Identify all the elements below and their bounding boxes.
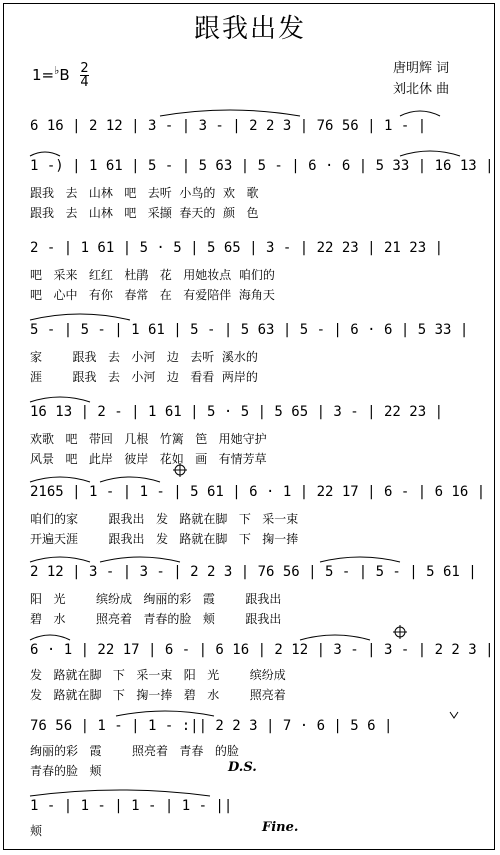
lyrics-verse-1: 发 路就在脚 下 采一束 阳 光 缤纷成 [30, 668, 286, 682]
breath-mark-icon [450, 712, 458, 718]
lyrics-verse-1: 颊 [30, 824, 43, 838]
lyrics-verse-2: 青春的脸 颊 [30, 764, 102, 778]
notation-line: 2 - | 1 61 | 5 · 5 | 5 65 | 3 - | 22 23 | 21 23 | [30, 240, 444, 256]
notation-line: 5 - | 5 - | 1 61 | 5 - | 5 63 | 5 - | 6 · 6 | 5 33 | [30, 322, 469, 338]
slur-mark [116, 711, 214, 716]
composer: 刘北休 曲 [393, 82, 450, 97]
lyrics-verse-2: 开遍天涯 跟我出 发 路就在脚 下 掬一捧 [30, 532, 299, 546]
lyrics-verse-2: 发 路就在脚 下 掬一捧 碧 水 照亮着 [30, 688, 286, 702]
page-title: 跟我出发 [193, 14, 306, 44]
slur-mark [100, 477, 160, 482]
lyrics-verse-2: 碧 水 照亮着 青春的脸 颊 跟我出 [30, 612, 282, 626]
slur-mark [400, 151, 460, 156]
slur-mark [30, 790, 210, 796]
fine-mark: Fine. [262, 820, 299, 835]
key-flat: ♭ [54, 64, 60, 77]
lyrics-verse-1: 绚丽的彩 霞 照亮着 青春 的脸 [30, 744, 239, 758]
slur-mark [30, 635, 70, 640]
notation-line: 2165 | 1 - | 1 - | 5 61 | 6 · 1 | 22 17 | 6 - | 6 16 | [30, 484, 486, 500]
notation-line: 76 56 | 1 - | 1 - :|| 2 2 3 | 7 · 6 | 5 6 | [30, 718, 393, 734]
time-top: 2 [80, 61, 89, 76]
lyrics-verse-1: 阳 光 缤纷成 绚丽的彩 霞 跟我出 [30, 592, 282, 606]
notation-line: 6 16 | 2 12 | 3 - | 3 - | 2 2 3 | 76 56 | 1 - | [30, 118, 427, 134]
lyrics-verse-1: 吧 采来 红红 杜鹃 花 用她妆点 咱们的 [30, 268, 275, 282]
slur-mark [320, 557, 400, 562]
lyrics-verse-1: 欢歌 吧 带回 几根 竹篱 笆 用她守护 [30, 432, 267, 446]
lyrics-verse-1: 跟我 去 山林 吧 去听 小鸟的 欢 歌 [30, 186, 259, 200]
lyrics-verse-2: 涯 跟我 去 小河 边 看看 两岸的 [30, 370, 258, 384]
key-prefix: 1= [32, 66, 55, 84]
time-bottom: 4 [80, 75, 89, 90]
ds-mark: D.S. [228, 760, 257, 775]
lyrics-verse-1: 家 跟我 去 小河 边 去听 溪水的 [30, 350, 258, 364]
notation-line: 2 12 | 3 - | 3 - | 2 2 3 | 76 56 | 5 - | 5 - | 5 61 | [30, 564, 477, 580]
notation-line: 1 - | 1 - | 1 - | 1 - || [30, 798, 233, 814]
key-note: B [59, 66, 70, 84]
slur-mark [160, 110, 300, 116]
notation-line: 1 -) | 1 61 | 5 - | 5 63 | 5 - | 6 · 6 | 5 33 | 16 13 | [30, 158, 494, 174]
slur-mark [30, 477, 90, 482]
slur-mark [300, 635, 370, 640]
notation-line: 6 · 1 | 22 17 | 6 - | 6 16 | 2 12 | 3 - | 3 - | 2 2 3 | [30, 642, 494, 658]
lyrics-verse-2: 风景 吧 此岸 彼岸 花如 画 有情芳草 [30, 452, 267, 466]
lyrics-verse-2: 吧 心中 有你 春常 在 有爱陪伴 海角天 [30, 288, 275, 302]
slur-mark [100, 557, 180, 562]
slur-mark [30, 314, 130, 320]
slur-mark [30, 557, 90, 562]
slur-mark [30, 397, 90, 402]
lyrics-verse-1: 咱们的家 跟我出 发 路就在脚 下 采一束 [30, 512, 299, 526]
lyricist: 唐明辉 词 [393, 61, 450, 76]
lyrics-verse-2: 跟我 去 山林 吧 采撷 春天的 颜 色 [30, 206, 259, 220]
slur-mark [30, 152, 60, 156]
notation-line: 16 13 | 2 - | 1 61 | 5 · 5 | 5 65 | 3 - | 22 23 | [30, 404, 444, 420]
slur-mark [400, 111, 440, 116]
